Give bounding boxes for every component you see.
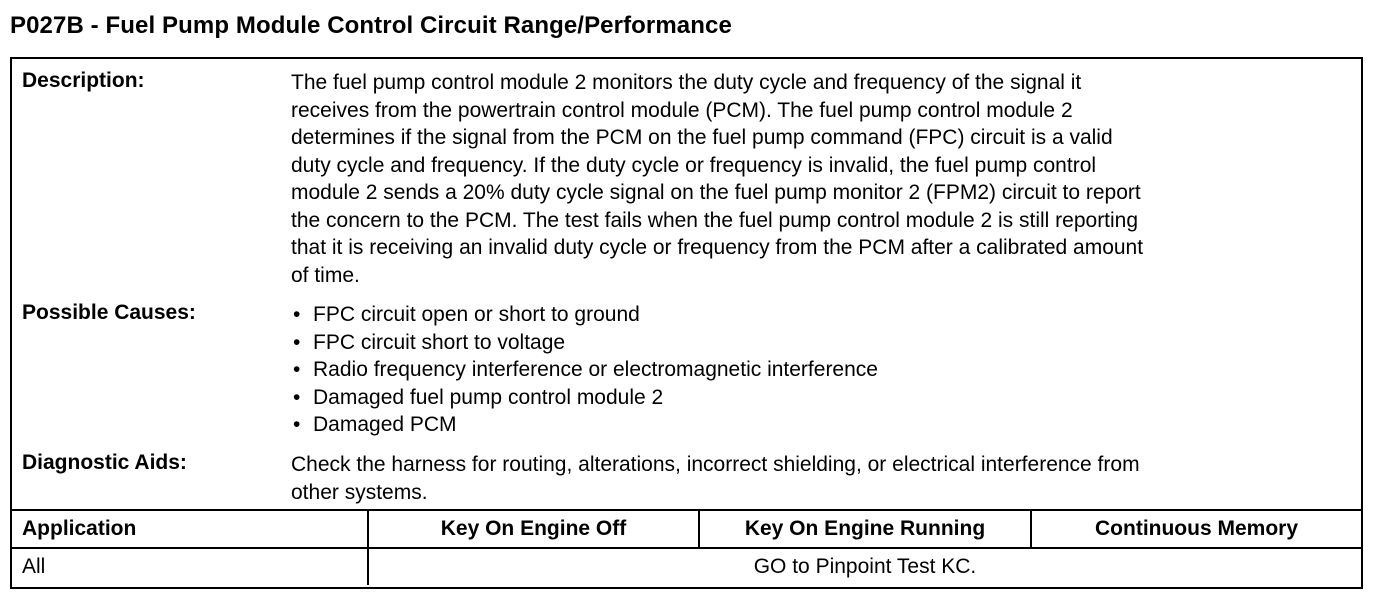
bullet-icon: • — [293, 330, 301, 354]
cause-text: FPC circuit short to voltage — [313, 330, 566, 354]
diagnostic-aids-line: other systems. — [291, 480, 428, 504]
bullet-icon: • — [293, 303, 301, 326]
bullet-icon: • — [293, 385, 301, 409]
table-header-koeo: Key On Engine Off — [440, 517, 627, 540]
description-text — [291, 69, 1351, 289]
cause-text: Radio frequency interference or electromagnetic interference — [313, 358, 878, 381]
cause-text: FPC circuit open or short to ground — [313, 303, 640, 326]
description-label: Description: — [22, 69, 145, 92]
cause-item — [291, 329, 1351, 357]
possible-causes-list — [291, 301, 1351, 439]
table-header-application: Application — [22, 517, 137, 540]
table-cell-action: GO to Pinpoint Test KC. — [753, 555, 977, 578]
bullet-icon: • — [293, 413, 301, 436]
cause-text: Damaged fuel pump control module 2 — [313, 385, 664, 409]
possible-causes-label: Possible Causes: — [22, 301, 196, 324]
description-line: of time. — [291, 263, 360, 287]
cause-text: Damaged PCM — [313, 413, 457, 436]
description-line: duty cycle and frequency. If the duty cycle or frequency is invalid, the fuel pump control — [291, 153, 1097, 177]
cause-item — [291, 356, 1351, 384]
page-title: P027B - Fuel Pump Module Control Circuit Range/Performance — [10, 12, 732, 39]
description-line: that it is receiving an invalid duty cycle or frequency from the PCM after a calibrated amount — [291, 236, 1144, 259]
description-line: receives from the powertrain control module (PCM). The fuel pump control module 2 — [291, 98, 1073, 122]
bullet-icon: • — [293, 358, 301, 381]
diagnostic-aids-line: Check the harness for routing, alterations, incorrect shielding, or electrical interference from — [291, 453, 1140, 476]
description-line: the concern to the PCM. The test fails when the fuel pump control module 2 is still reporting — [291, 208, 1139, 232]
diagnostic-aids-text — [291, 451, 1351, 506]
cause-item — [291, 384, 1351, 412]
cause-item — [291, 411, 1351, 439]
diagnostic-aids-label: Diagnostic Aids: — [22, 451, 187, 474]
description-line: The fuel pump control module 2 monitors the duty cycle and frequency of the signal it — [291, 71, 1082, 94]
table-cell-application: All — [22, 555, 46, 578]
cause-item — [291, 301, 1351, 329]
description-line: module 2 sends a 20% duty cycle signal on the fuel pump monitor 2 (FPM2) circuit to report — [291, 181, 1141, 204]
table-header-koer: Key On Engine Running — [744, 517, 986, 540]
description-line: determines if the signal from the PCM on the fuel pump command (FPC) circuit is a valid — [291, 126, 1113, 149]
table-header-continuous-memory: Continuous Memory — [1095, 517, 1298, 540]
dtc-info-box — [10, 57, 1363, 589]
